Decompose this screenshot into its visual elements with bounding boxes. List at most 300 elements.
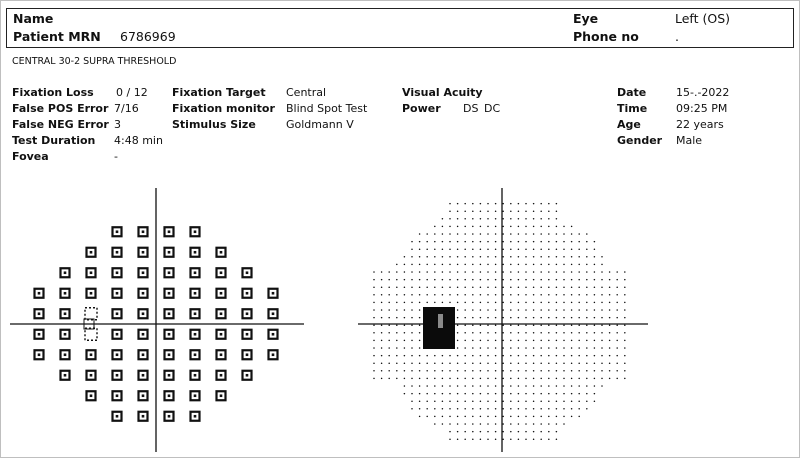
grey-dot xyxy=(571,286,573,288)
grey-dot xyxy=(556,241,558,243)
greyscale-map-svg xyxy=(356,186,652,454)
grey-dot xyxy=(404,347,406,349)
blind-spot-marker xyxy=(85,328,97,340)
grey-dot xyxy=(373,324,375,326)
grey-dot xyxy=(442,279,444,281)
grey-dot xyxy=(533,408,535,410)
grey-dot xyxy=(510,286,512,288)
fixation-loss-label: Fixation Loss xyxy=(12,86,94,99)
grey-dot xyxy=(571,248,573,250)
seen-point-dot xyxy=(220,394,223,397)
grey-dot xyxy=(480,332,482,334)
grey-dot xyxy=(404,279,406,281)
grey-dot xyxy=(502,324,504,326)
grey-dot xyxy=(556,210,558,212)
grey-dot xyxy=(472,241,474,243)
seen-point-dot xyxy=(194,251,197,254)
grey-dot xyxy=(540,416,542,418)
grey-dot xyxy=(480,203,482,205)
grey-dot xyxy=(457,431,459,433)
grey-dot xyxy=(426,370,428,372)
grey-dot xyxy=(472,286,474,288)
grey-dot xyxy=(373,271,375,273)
grey-dot xyxy=(510,210,512,212)
grey-dot xyxy=(457,355,459,357)
grey-dot xyxy=(381,355,383,357)
grey-dot xyxy=(472,233,474,235)
grey-dot xyxy=(540,423,542,425)
grey-dot xyxy=(480,393,482,395)
seen-point-dot xyxy=(220,271,223,274)
grey-dot xyxy=(556,264,558,266)
grey-dot xyxy=(510,431,512,433)
grey-dot xyxy=(487,233,489,235)
grey-dot xyxy=(594,302,596,304)
grey-dot xyxy=(571,400,573,402)
grey-dot xyxy=(396,355,398,357)
grey-dot xyxy=(419,264,421,266)
grey-dot xyxy=(480,317,482,319)
seen-point-dot xyxy=(64,292,67,295)
grey-dot xyxy=(502,218,504,220)
grey-dot xyxy=(533,423,535,425)
visual-acuity-label: Visual Acuity xyxy=(402,86,483,99)
grey-dot xyxy=(563,264,565,266)
grey-dot xyxy=(601,302,603,304)
grey-dot xyxy=(442,248,444,250)
time-value: 09:25 PM xyxy=(676,102,728,115)
grey-dot xyxy=(487,385,489,387)
seen-point-dot xyxy=(220,353,223,356)
grey-dot xyxy=(472,423,474,425)
grey-dot xyxy=(510,294,512,296)
grey-dot xyxy=(472,355,474,357)
grey-dot xyxy=(434,355,436,357)
grey-dot xyxy=(601,340,603,342)
grey-dot xyxy=(487,340,489,342)
phone-value: . xyxy=(675,29,679,44)
grey-dot xyxy=(563,279,565,281)
seen-point-dot xyxy=(116,292,119,295)
grey-dot xyxy=(449,362,451,364)
grey-dot xyxy=(411,340,413,342)
grey-dot xyxy=(533,279,535,281)
grey-dot xyxy=(487,286,489,288)
grey-dot xyxy=(533,248,535,250)
grey-dot xyxy=(518,431,520,433)
grey-dot xyxy=(388,309,390,311)
grey-dot xyxy=(518,203,520,205)
grey-dot xyxy=(571,279,573,281)
seen-point-dot xyxy=(142,394,145,397)
seen-point-dot xyxy=(64,353,67,356)
grey-dot xyxy=(495,264,497,266)
grey-dot xyxy=(525,317,527,319)
blind-spot-marker xyxy=(85,308,97,320)
grey-dot xyxy=(487,203,489,205)
grey-dot xyxy=(533,385,535,387)
grey-dot xyxy=(586,370,588,372)
grey-dot xyxy=(525,309,527,311)
power-dc-label: DC xyxy=(484,102,501,115)
grey-dot xyxy=(464,340,466,342)
grey-dot xyxy=(518,340,520,342)
grey-dot xyxy=(442,370,444,372)
grey-dot xyxy=(457,210,459,212)
grey-dot xyxy=(540,385,542,387)
grey-dot xyxy=(396,324,398,326)
grey-dot xyxy=(487,332,489,334)
grey-dot xyxy=(525,324,527,326)
grey-dot xyxy=(472,248,474,250)
grey-dot xyxy=(609,286,611,288)
grey-dot xyxy=(373,302,375,304)
seen-point-dot xyxy=(194,333,197,336)
grey-dot xyxy=(457,438,459,440)
grey-dot xyxy=(449,279,451,281)
grey-dot xyxy=(502,203,504,205)
grey-dot xyxy=(548,279,550,281)
grey-dot xyxy=(502,362,504,364)
grey-dot xyxy=(533,332,535,334)
grey-dot xyxy=(434,248,436,250)
grey-dot xyxy=(411,302,413,304)
grey-dot xyxy=(586,362,588,364)
grey-dot xyxy=(586,302,588,304)
grey-dot xyxy=(586,264,588,266)
seen-point-dot xyxy=(272,292,275,295)
grey-dot xyxy=(434,408,436,410)
grey-dot xyxy=(472,256,474,258)
grey-dot xyxy=(464,271,466,273)
grey-dot xyxy=(518,309,520,311)
grey-dot xyxy=(578,400,580,402)
mrn-label: Patient MRN xyxy=(13,29,101,44)
grey-dot xyxy=(419,294,421,296)
grey-dot xyxy=(616,355,618,357)
grey-dot xyxy=(518,226,520,228)
grey-dot xyxy=(487,309,489,311)
grey-dot xyxy=(480,309,482,311)
seen-point-dot xyxy=(38,312,41,315)
grey-dot xyxy=(381,324,383,326)
grey-dot xyxy=(594,271,596,273)
grey-dot xyxy=(480,400,482,402)
grey-dot xyxy=(556,256,558,258)
grey-dot xyxy=(510,241,512,243)
grey-dot xyxy=(616,317,618,319)
grey-dot xyxy=(419,317,421,319)
grey-dot xyxy=(442,362,444,364)
grey-dot xyxy=(373,362,375,364)
grey-dot xyxy=(426,408,428,410)
fixation-loss-value: 0 / 12 xyxy=(116,86,148,99)
grey-dot xyxy=(518,286,520,288)
grey-dot xyxy=(563,400,565,402)
grey-dot xyxy=(510,324,512,326)
grey-dot xyxy=(373,332,375,334)
seen-point-dot xyxy=(116,333,119,336)
grey-dot xyxy=(556,423,558,425)
grey-dot xyxy=(487,431,489,433)
fixation-target-value: Central xyxy=(286,86,327,99)
grey-dot xyxy=(533,294,535,296)
grey-dot xyxy=(578,370,580,372)
grey-dot xyxy=(502,393,504,395)
grey-dot xyxy=(540,309,542,311)
grey-dot xyxy=(480,324,482,326)
grey-dot xyxy=(487,355,489,357)
grey-dot xyxy=(609,378,611,380)
grey-dot xyxy=(594,248,596,250)
grey-dot xyxy=(464,317,466,319)
grey-dot xyxy=(556,347,558,349)
grey-dot xyxy=(548,340,550,342)
grey-dot xyxy=(472,309,474,311)
grey-dot xyxy=(540,340,542,342)
grey-dot xyxy=(404,362,406,364)
grey-dot xyxy=(434,400,436,402)
grey-dot xyxy=(487,408,489,410)
grey-dot xyxy=(540,256,542,258)
seen-point-dot xyxy=(246,333,249,336)
seen-point-dot xyxy=(142,333,145,336)
grey-dot xyxy=(533,362,535,364)
grey-dot xyxy=(396,362,398,364)
grey-dot xyxy=(449,203,451,205)
grey-dot xyxy=(548,271,550,273)
grey-dot xyxy=(426,294,428,296)
grey-dot xyxy=(540,294,542,296)
grey-dot xyxy=(419,408,421,410)
grey-dot xyxy=(457,393,459,395)
grey-dot xyxy=(434,256,436,258)
false-neg-value: 3 xyxy=(114,118,121,131)
grey-dot xyxy=(464,218,466,220)
grey-dot xyxy=(419,241,421,243)
grey-dot xyxy=(548,210,550,212)
grey-dot xyxy=(396,264,398,266)
grey-dot xyxy=(540,210,542,212)
grey-dot xyxy=(495,347,497,349)
grey-dot xyxy=(495,302,497,304)
grey-dot xyxy=(495,309,497,311)
grey-dot xyxy=(563,324,565,326)
grey-dot xyxy=(411,332,413,334)
grey-dot xyxy=(495,317,497,319)
visual-field-symbol-map xyxy=(8,186,308,454)
grey-dot xyxy=(571,324,573,326)
grey-dot xyxy=(404,294,406,296)
grey-dot xyxy=(487,362,489,364)
grey-dot xyxy=(487,324,489,326)
grey-dot xyxy=(563,362,565,364)
grey-dot xyxy=(472,226,474,228)
grey-dot xyxy=(624,347,626,349)
grey-dot xyxy=(442,416,444,418)
grey-dot xyxy=(624,279,626,281)
grey-dot xyxy=(442,302,444,304)
grey-dot xyxy=(495,210,497,212)
grey-dot xyxy=(571,317,573,319)
grey-dot xyxy=(571,393,573,395)
grey-dot xyxy=(457,233,459,235)
grey-dot xyxy=(548,264,550,266)
grey-dot xyxy=(457,271,459,273)
grey-dot xyxy=(578,385,580,387)
stimulus-size-label: Stimulus Size xyxy=(172,118,256,131)
grey-dot xyxy=(518,264,520,266)
grey-dot xyxy=(556,271,558,273)
grey-dot xyxy=(388,271,390,273)
grey-dot xyxy=(601,309,603,311)
grey-dot xyxy=(556,362,558,364)
grey-dot xyxy=(457,226,459,228)
grey-dot xyxy=(518,408,520,410)
grey-dot xyxy=(540,302,542,304)
grey-dot xyxy=(510,233,512,235)
grey-dot xyxy=(396,279,398,281)
grey-dot xyxy=(495,203,497,205)
grey-dot xyxy=(502,317,504,319)
grey-dot xyxy=(404,324,406,326)
grey-dot xyxy=(449,256,451,258)
grey-dot xyxy=(464,302,466,304)
seen-point-dot xyxy=(142,312,145,315)
grey-dot xyxy=(480,256,482,258)
grey-dot xyxy=(480,355,482,357)
grey-dot xyxy=(533,302,535,304)
grey-dot xyxy=(404,340,406,342)
grey-dot xyxy=(472,385,474,387)
grey-dot xyxy=(396,347,398,349)
seen-point-dot xyxy=(116,251,119,254)
grey-dot xyxy=(563,294,565,296)
seen-point-dot xyxy=(194,230,197,233)
grey-dot xyxy=(404,271,406,273)
grey-dot xyxy=(411,248,413,250)
grey-dot xyxy=(571,355,573,357)
grey-dot xyxy=(548,347,550,349)
grey-dot xyxy=(525,286,527,288)
grey-dot xyxy=(495,241,497,243)
grey-dot xyxy=(578,378,580,380)
grey-dot xyxy=(388,302,390,304)
grey-dot xyxy=(578,302,580,304)
grey-dot xyxy=(525,400,527,402)
grey-dot xyxy=(472,416,474,418)
grey-dot xyxy=(381,294,383,296)
grey-dot xyxy=(480,340,482,342)
seen-point-dot xyxy=(142,230,145,233)
grey-dot xyxy=(594,340,596,342)
grey-dot xyxy=(442,264,444,266)
grey-dot xyxy=(563,241,565,243)
grey-dot xyxy=(502,355,504,357)
grey-dot xyxy=(449,423,451,425)
fixation-monitor-value: Blind Spot Test xyxy=(286,102,368,115)
grey-dot xyxy=(411,317,413,319)
grey-dot xyxy=(548,362,550,364)
grey-dot xyxy=(525,408,527,410)
grey-dot xyxy=(510,423,512,425)
grey-dot xyxy=(449,210,451,212)
grey-dot xyxy=(495,324,497,326)
grey-dot xyxy=(525,210,527,212)
false-pos-value: 7/16 xyxy=(114,102,139,115)
grey-dot xyxy=(480,423,482,425)
grey-dot xyxy=(396,271,398,273)
grey-dot xyxy=(480,408,482,410)
grey-dot xyxy=(404,355,406,357)
grey-dot xyxy=(518,378,520,380)
grey-dot xyxy=(449,408,451,410)
grey-dot xyxy=(533,271,535,273)
grey-dot xyxy=(548,324,550,326)
fixation-target-label: Fixation Target xyxy=(172,86,266,99)
grey-dot xyxy=(556,286,558,288)
grey-dot xyxy=(480,226,482,228)
grey-dot xyxy=(495,431,497,433)
grey-dot xyxy=(594,332,596,334)
grey-dot xyxy=(434,385,436,387)
grey-dot xyxy=(563,256,565,258)
grey-dot xyxy=(388,378,390,380)
seen-point-dot xyxy=(116,271,119,274)
grey-dot xyxy=(594,385,596,387)
seen-point-dot xyxy=(194,312,197,315)
grey-dot xyxy=(548,302,550,304)
grey-dot xyxy=(419,355,421,357)
grey-dot xyxy=(502,271,504,273)
seen-point-dot xyxy=(272,333,275,336)
seen-point-dot xyxy=(220,312,223,315)
grey-dot xyxy=(442,286,444,288)
grey-dot xyxy=(480,438,482,440)
grey-dot xyxy=(449,385,451,387)
fovea-value: - xyxy=(114,150,118,163)
grey-dot xyxy=(556,400,558,402)
grey-dot xyxy=(556,309,558,311)
grey-dot xyxy=(518,438,520,440)
grey-dot xyxy=(578,347,580,349)
grey-dot xyxy=(472,340,474,342)
grey-dot xyxy=(495,385,497,387)
seen-point-dot xyxy=(142,271,145,274)
grey-dot xyxy=(594,264,596,266)
grey-dot xyxy=(510,438,512,440)
grey-dot xyxy=(525,302,527,304)
grey-dot xyxy=(609,302,611,304)
grey-dot xyxy=(457,332,459,334)
grey-dot xyxy=(556,370,558,372)
grey-dot xyxy=(525,332,527,334)
grey-dot xyxy=(487,378,489,380)
grey-dot xyxy=(404,309,406,311)
grey-dot xyxy=(563,226,565,228)
grey-dot xyxy=(502,226,504,228)
grey-dot xyxy=(571,309,573,311)
grey-dot xyxy=(586,233,588,235)
grey-dot xyxy=(434,226,436,228)
grey-dot xyxy=(419,271,421,273)
grey-dot xyxy=(510,317,512,319)
grey-dot xyxy=(464,347,466,349)
grey-dot xyxy=(442,271,444,273)
grey-dot xyxy=(548,408,550,410)
grey-dot xyxy=(510,370,512,372)
seen-point-dot xyxy=(194,353,197,356)
